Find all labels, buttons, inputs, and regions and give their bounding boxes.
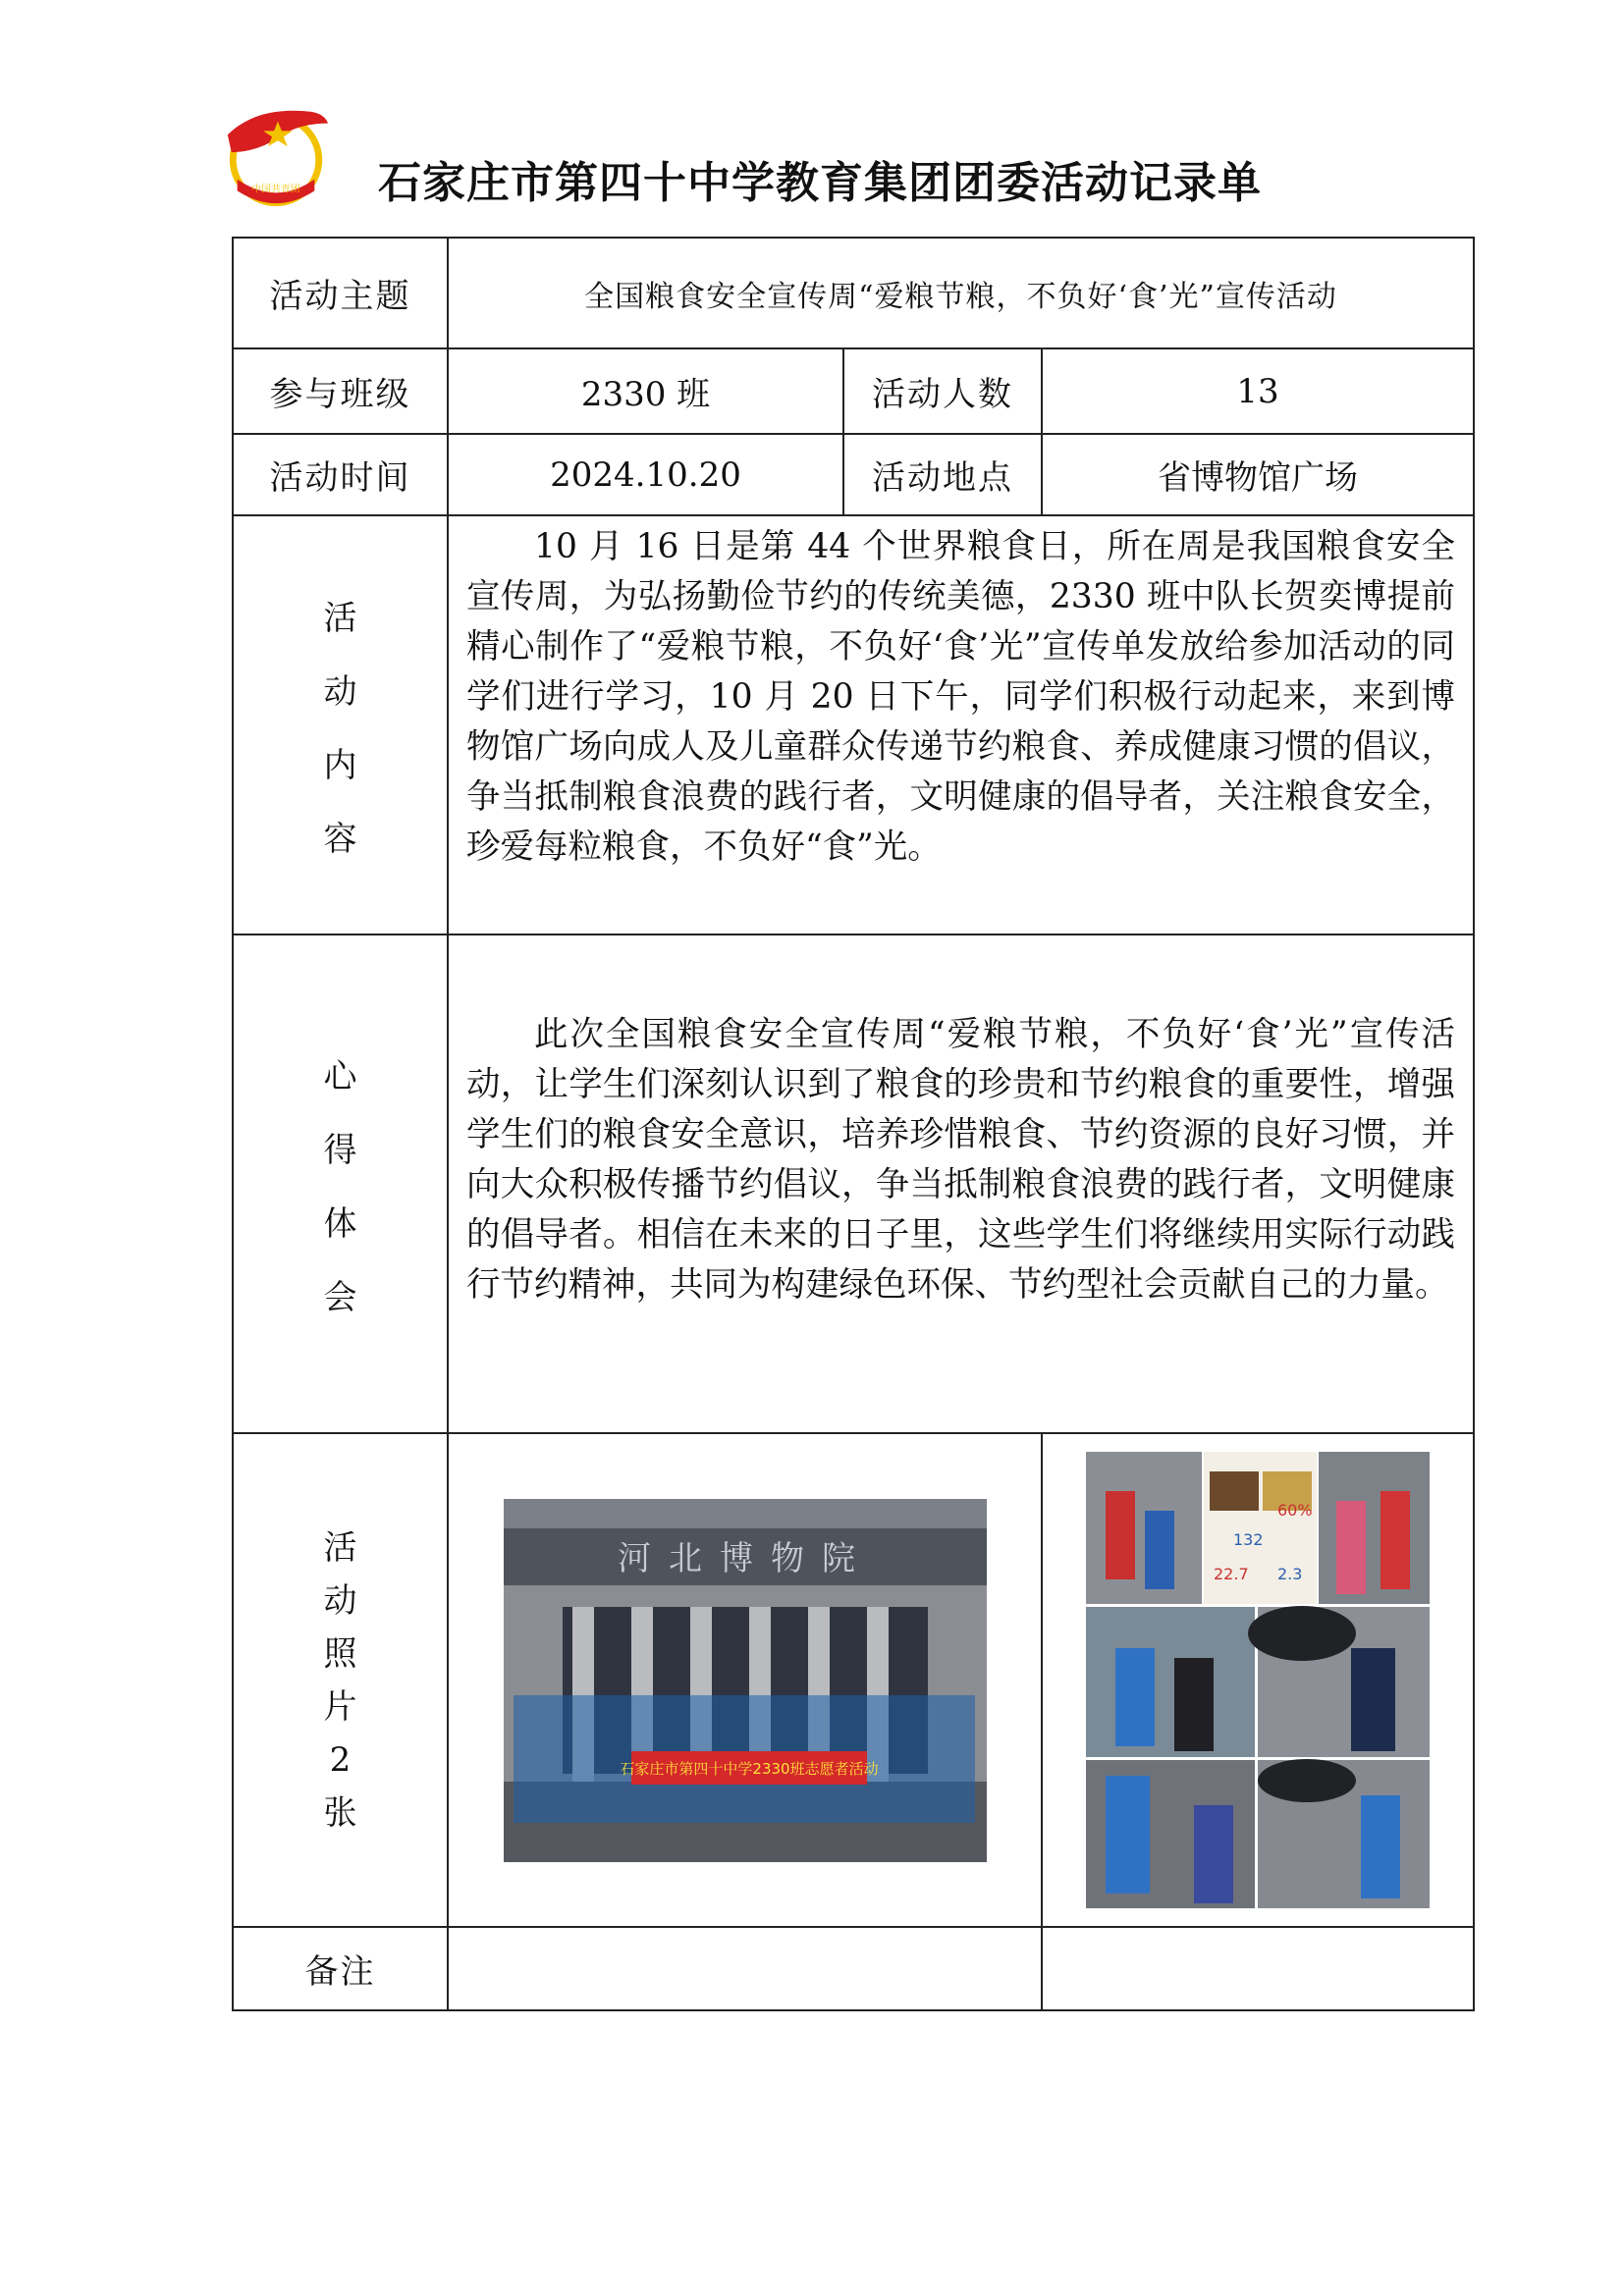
- svg-text:石家庄市第四十中学2330班志愿者活动: 石家庄市第四十中学2330班志愿者活动: [619, 1759, 879, 1778]
- remarks-row: [233, 1927, 1474, 2010]
- remarks-label: 备注: [233, 1927, 448, 2010]
- class-value: 2330 班: [448, 348, 843, 434]
- photo-cell-2: [1042, 1433, 1474, 1927]
- svg-text:22.7: 22.7: [1214, 1565, 1249, 1583]
- place-value: 省博物馆广场: [1042, 434, 1474, 515]
- participant-count-value: 13: [1042, 348, 1474, 434]
- content-text: 10 月 16 日是第 44 个世界粮食日，所在周是我国粮食安全宣传周，为弘扬勤俭节约的传统美德，2330 班中队长贺奕博提前精心制作了“爱粮节粮，不负好‘食’光”宣传单发放给参加活动的同学们进行学习，10 月 20 日下午，同学们积极行动起来，来到博物馆广场向成人及儿童群众传递节约粮食、养成健康习惯的倡议，争当抵制粮食浪费的践行者，文明健康的倡导者，关注粮食安全，珍爱每粒粮食，不负好“食”光。: [466, 527, 1455, 867]
- time-value: 2024.10.20: [448, 434, 843, 515]
- class-row: [233, 348, 1474, 434]
- svg-text:60%: 60%: [1277, 1501, 1313, 1520]
- theme-row: [233, 238, 1474, 348]
- photo-cell-1: [448, 1433, 1042, 1927]
- reflection-row: [233, 934, 1474, 1433]
- remarks-value-2: [1042, 1927, 1474, 2010]
- photos-row: [233, 1433, 1474, 1927]
- place-label: 活动地点: [843, 434, 1042, 515]
- time-label: 活动时间: [233, 434, 448, 515]
- theme-label: 活动主题: [233, 238, 448, 348]
- svg-text:河北博物院: 河北博物院: [617, 1538, 873, 1578]
- time-row: [233, 434, 1474, 515]
- theme-value: 全国粮食安全宣传周“爱粮节粮，不负好‘食’光”宣传活动: [448, 238, 1474, 348]
- reflection-cell: [448, 934, 1474, 1433]
- svg-text:132: 132: [1233, 1530, 1264, 1549]
- svg-text:中国共青团: 中国共青团: [251, 184, 300, 195]
- participant-count-label: 活动人数: [843, 348, 1042, 434]
- reflection-label: 心 得 体 会: [233, 934, 448, 1433]
- museum-group-photo: [504, 1499, 987, 1862]
- svg-text:2.3: 2.3: [1277, 1565, 1303, 1583]
- class-label: 参与班级: [233, 348, 448, 434]
- flyer-distribution-collage: [1086, 1452, 1430, 1908]
- document-title: 石家庄市第四十中学教育集团团委活动记录单: [378, 158, 1262, 208]
- youth-league-emblem-icon: [218, 98, 334, 214]
- remarks-value-1: [448, 1927, 1042, 2010]
- content-label: 活 动 内 容: [233, 515, 448, 934]
- reflection-text: 此次全国粮食安全宣传周“爱粮节粮，不负好‘食’光”宣传活动，让学生们深刻认识到了粮食的珍贵和节约粮食的重要性，增强学生们的粮食安全意识，培养珍惜粮食、节约资源的良好习惯，并向大众积极传播节约倡议，争当抵制粮食浪费的践行者，文明健康的倡导者。相信在未来的日子里，这些学生们将继续用实际行动践行节约精神，共同为构建绿色环保、节约型社会贡献自己的力量。: [466, 1015, 1455, 1305]
- activity-record-table: [232, 237, 1475, 2011]
- content-cell: [448, 515, 1474, 934]
- photos-label: 活 动 照 片 2 张: [233, 1433, 448, 1927]
- content-row: [233, 515, 1474, 934]
